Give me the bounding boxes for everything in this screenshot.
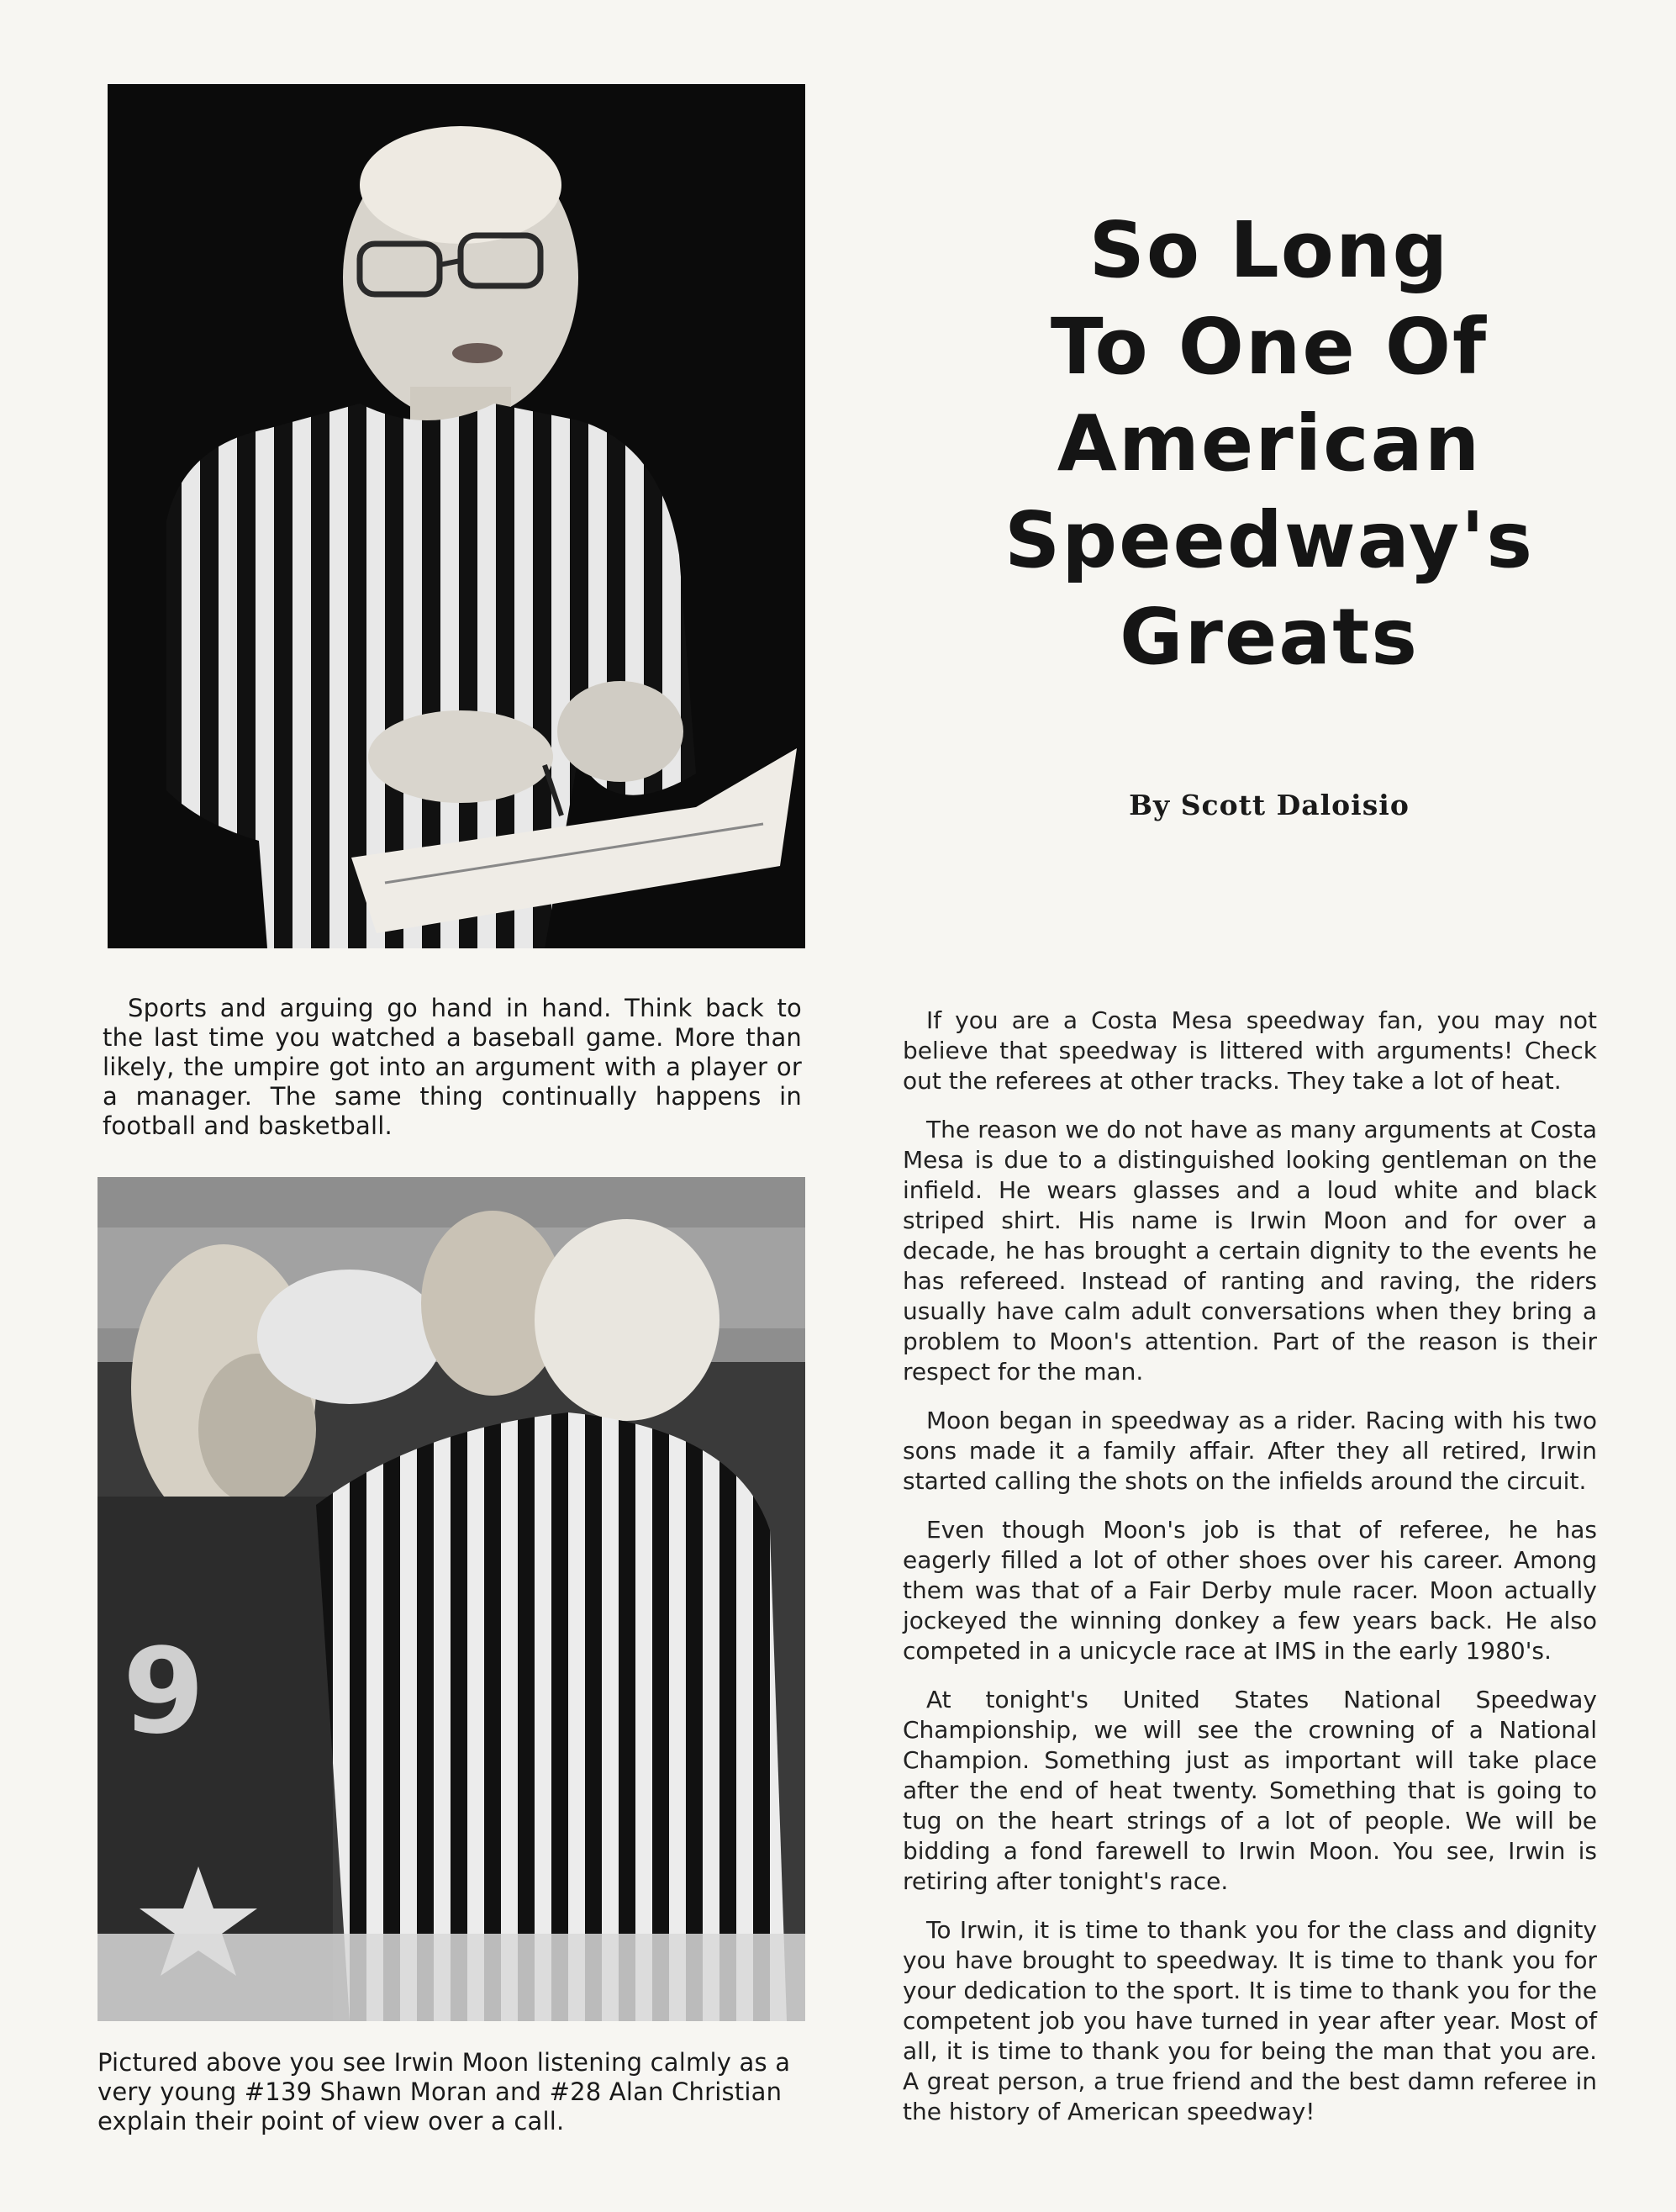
bottom-photo-caption: Pictured above you see Irwin Moon listening calmly as a very young #139 Shawn Moran and #28 Alan Christian explain their point of view over a call.	[98, 2048, 791, 2135]
referee-portrait-illustration	[108, 84, 805, 948]
article-paragraph-1: If you are a Costa Mesa speedway fan, you may not believe that speedway is littered with arguments! Check out the referees at other tracks. They take a lot of heat.	[903, 1006, 1597, 1095]
author-byline: By Scott Daloisio	[1129, 789, 1410, 821]
riders-with-referee-illustration	[98, 1177, 805, 2021]
headline-line-5: Greats	[1119, 592, 1420, 682]
article-paragraph-2: The reason we do not have as many arguments at Costa Mesa is due to a distinguished looking gentleman on the infield. He wears glasses and a loud white and black striped shirt. His name is Irwin Moon and for over a decade, he has brought a certain dignity to the events he has refereed. Instead of ranting and raving, the riders usually have calm adult conversations when they bring a problem to Moon's attention. Part of the reason is their respect for the man.	[903, 1116, 1597, 1386]
headline-line-3: American	[1057, 399, 1482, 488]
top-photo-caption: Sports and arguing go hand in hand. Think back to the last time you watched a baseball game. More than likely, the umpire got into an argument with a player or a manager. The same thing continually happens in football and basketball.	[103, 994, 802, 1140]
headline-line-1: So Long	[1088, 205, 1450, 295]
article-paragraph-5: At tonight's United States National Speedway Championship, we will see the crowning of a National Champion. Something just as important will take place after the end of heat twenty. Something that is going to tug on the heart strings of a lot of people. We will be bidding a fond farewell to Irwin Moon. You see, Irwin is retiring after tonight's race.	[903, 1686, 1597, 1895]
article-headline	[891, 202, 1647, 685]
article-paragraph-4: Even though Moon's job is that of referee, he has eagerly filled a lot of other shoes over his career. Among them was that of a Fair Derby mule racer. Moon actually jockeyed the winning donkey a few years back. He also competed in a unicycle race at IMS in the early 1980's.	[903, 1516, 1597, 1665]
article-paragraph-3: Moon began in speedway as a rider. Racing with his two sons made it a family affair. After they all retired, Irwin started calling the shots on the infields around the circuit.	[903, 1407, 1597, 1495]
svg-text:9: 9	[123, 1623, 205, 1761]
headline-line-2: To One Of	[1050, 302, 1489, 392]
riders-with-referee-photo	[98, 1177, 805, 2021]
headline-line-4: Speedway's	[1004, 495, 1534, 585]
article-body	[903, 1006, 1597, 2146]
article-paragraph-6: To Irwin, it is time to thank you for the class and dignity you have brought to speedway. It is time to thank you for your dedication to the sport. It is time to thank you for the competent job you have turned in year after year. Most of all, it is time to thank you for being the man that you are. A great person, a true friend and the best damn referee in the history of American speedway!	[903, 1916, 1597, 2125]
referee-portrait-photo	[108, 84, 805, 948]
